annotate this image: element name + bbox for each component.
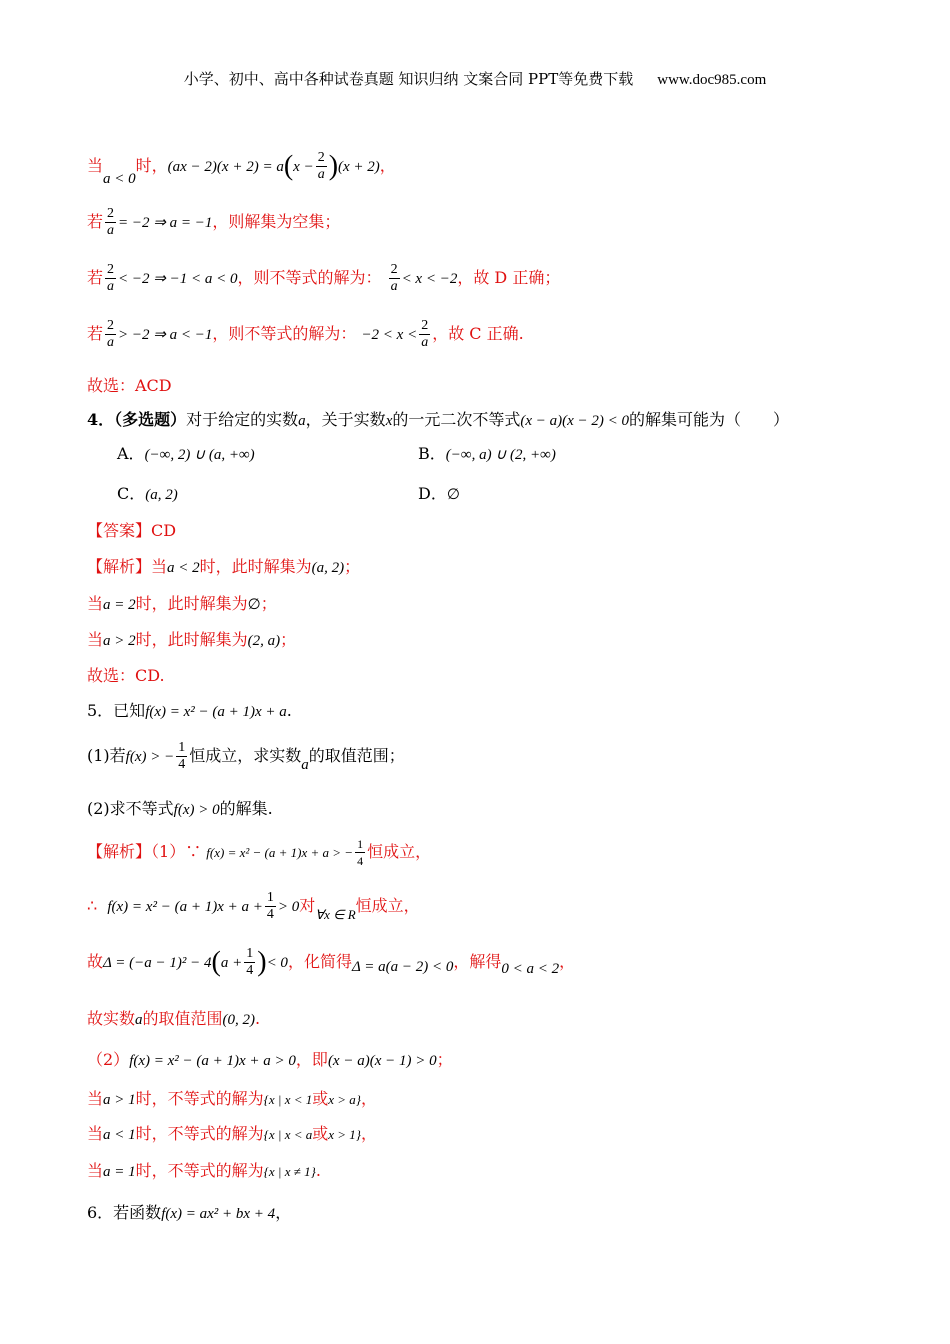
q4-solution-line1 xyxy=(87,554,360,577)
math-set: ∅ xyxy=(247,597,261,613)
text: ，故 D 正确； xyxy=(457,268,561,287)
text: 故 xyxy=(87,952,104,971)
q4-stem xyxy=(87,407,789,430)
text: ，即 xyxy=(295,1050,328,1069)
text: . xyxy=(286,701,292,720)
math-expr: (x + 2) xyxy=(338,159,380,175)
q5-solution-line5 xyxy=(87,1047,453,1070)
text: （2） xyxy=(87,1050,130,1069)
solution-label: 【解析】 xyxy=(87,842,152,861)
q4-answer xyxy=(87,518,176,541)
text: 时，不等式的解为 xyxy=(135,1089,264,1108)
text: 的取值范围 xyxy=(142,1009,223,1028)
text: 当 xyxy=(87,1124,104,1143)
answer-label: 【答案】 xyxy=(87,521,152,540)
text: ； xyxy=(280,630,297,649)
math-set: (0, 2) xyxy=(222,1012,256,1028)
text: ， xyxy=(379,156,396,175)
text: ； xyxy=(344,557,361,576)
text: 对 xyxy=(299,896,316,915)
math-expr: > 0 xyxy=(277,899,300,915)
q4-option-b xyxy=(418,441,556,464)
math-set: x > 1} xyxy=(328,1127,362,1142)
text: 若 xyxy=(87,268,104,287)
math-var: a xyxy=(301,757,309,773)
fraction: $\frac{1}{4}$ xyxy=(266,890,274,922)
math-expr: Δ = a(a − 2) < 0 xyxy=(351,959,454,975)
question-tag: （多选题） xyxy=(114,410,187,429)
text: 时，此时解集为 xyxy=(135,594,248,613)
math-expr: < −2 ⇒ −1 < a < 0 xyxy=(118,271,238,287)
text: ，则不等式的解为： xyxy=(237,268,382,287)
header-site: www.doc985.com xyxy=(657,72,767,88)
text: 的解集可能为（ ） xyxy=(629,410,790,429)
q5-solution-line3 xyxy=(87,946,575,979)
math-var: a xyxy=(298,413,306,429)
question-number: 6．若函数 xyxy=(87,1203,162,1222)
q4-solution-line3 xyxy=(87,627,296,650)
text: 时，不等式的解为 xyxy=(135,1124,264,1143)
block1-answer: 故选：ACD xyxy=(87,376,172,395)
q4-solution-final: 故选：CD. xyxy=(87,666,165,685)
header-banner: 小学、初中、高中各种试卷真题 知识归纳 文案合同 PPT等免费下载 xyxy=(183,70,634,88)
math-expr: = −2 ⇒ a = −1 xyxy=(118,215,213,231)
text: . xyxy=(255,1009,261,1028)
text: 当 xyxy=(87,156,104,175)
text: 故实数 xyxy=(87,1009,136,1028)
text: ，则解集为空集； xyxy=(212,212,341,231)
answer-value: CD xyxy=(151,521,177,540)
text: 当 xyxy=(87,630,104,649)
math-expr: > −2 ⇒ a < −1 xyxy=(118,327,213,343)
option-value: (−∞, a) ∪ (2, +∞) xyxy=(445,447,556,463)
text: ， xyxy=(275,1203,292,1222)
q5-solution-line8 xyxy=(87,1158,321,1181)
text: . xyxy=(315,1161,321,1180)
option-label: D． xyxy=(418,484,447,503)
math-set: (2, a) xyxy=(247,633,281,649)
text: 当 xyxy=(87,1161,104,1180)
option-label: C． xyxy=(117,484,146,503)
math-expr: f(x) = x² − (a + 1)x + a > 0 xyxy=(129,1053,296,1069)
text: 时，不等式的解为 xyxy=(135,1161,264,1180)
question-number: 4． xyxy=(87,410,115,429)
fraction: $\frac{2}{a}$ xyxy=(421,318,429,350)
q4-option-c xyxy=(117,481,178,504)
math-expr: < x < −2 xyxy=(401,271,458,287)
math-expr: f(x) = x² − (a + 1)x + a xyxy=(145,704,287,720)
q5-solution-line1 xyxy=(87,836,431,869)
math-expr: x − xyxy=(293,159,314,175)
option-value: (−∞, 2) ∪ (a, +∞) xyxy=(144,447,255,463)
option-label: A． xyxy=(117,444,145,463)
fraction: $\frac{2}{a}$ xyxy=(390,262,398,294)
text: ； xyxy=(436,1050,453,1069)
q5-stem xyxy=(87,698,292,721)
fraction: $\frac{1}{4}$ xyxy=(357,837,364,868)
text: ，化简得 xyxy=(287,952,352,971)
math-cond: a = 1 xyxy=(103,1164,136,1180)
math-set: x > a} xyxy=(328,1092,362,1107)
math-expr: f(x) > − xyxy=(125,749,175,765)
fraction: $\frac{1}{4}$ xyxy=(246,946,254,978)
text: 的解集. xyxy=(219,799,273,818)
question-number: 5．已知 xyxy=(87,701,146,720)
math-cond: a < 0 xyxy=(103,171,136,187)
math-var: a xyxy=(135,1012,143,1028)
text: （1）∵ xyxy=(151,842,202,861)
text: (1)若 xyxy=(87,746,126,765)
text: 时，此时解集为 xyxy=(199,557,312,576)
math-cond: a = 2 xyxy=(103,597,136,613)
text: ，则不等式的解为： xyxy=(212,324,357,343)
text: 恒成立， xyxy=(367,842,432,861)
page-header xyxy=(0,68,950,89)
math-expr: −2 < x < xyxy=(361,327,418,343)
text: 时， xyxy=(135,156,168,175)
math-cond: a > 2 xyxy=(103,633,136,649)
text: 恒成立， xyxy=(355,896,420,915)
paren-close: ) xyxy=(257,946,267,978)
q5-part1 xyxy=(87,740,405,773)
block1-line4 xyxy=(87,318,524,351)
block1-line3 xyxy=(87,262,560,295)
math-expr: Δ = (−a − 1)² − 4 xyxy=(103,955,212,971)
q4-option-d xyxy=(418,481,460,504)
text: 或 xyxy=(312,1089,329,1108)
q4-option-a xyxy=(117,441,255,464)
math-cond: a > 1 xyxy=(103,1092,136,1108)
fraction: $\frac{2}{a}$ xyxy=(317,150,325,182)
text: 当 xyxy=(87,594,104,613)
math-var: x xyxy=(385,413,393,429)
q5-solution-line4 xyxy=(87,1006,260,1029)
math-expr: (ax − 2)(x + 2) = a xyxy=(167,159,284,175)
q5-part2 xyxy=(87,796,273,819)
math-cond: a < 2 xyxy=(167,560,200,576)
block1-line1 xyxy=(87,150,396,187)
text: 当 xyxy=(87,1089,104,1108)
text: ，故 C 正确. xyxy=(432,324,524,343)
math-expr: f(x) = x² − (a + 1)x + a > − xyxy=(206,845,354,860)
math-expr: < 0 xyxy=(266,955,288,971)
option-value: ∅ xyxy=(446,487,460,503)
text: 的取值范围； xyxy=(308,746,405,765)
option-label: B． xyxy=(418,444,446,463)
math-expr: (x − a)(x − 2) < 0 xyxy=(520,413,630,429)
math-cond: a < 1 xyxy=(103,1127,136,1143)
math-set: (a, 2) xyxy=(311,560,345,576)
text: ， xyxy=(361,1089,378,1108)
text: ∴ xyxy=(87,896,98,915)
fraction: $\frac{2}{a}$ xyxy=(107,318,115,350)
math-set: {x | x < 1 xyxy=(263,1092,313,1107)
text: 当 xyxy=(151,557,168,576)
math-expr: a + xyxy=(220,955,243,971)
solution-label: 【解析】 xyxy=(87,557,152,576)
text: 时，此时解集为 xyxy=(135,630,248,649)
text: ； xyxy=(260,594,277,613)
paren-open: ( xyxy=(283,150,294,182)
math-set: {x | x ≠ 1} xyxy=(263,1164,316,1179)
q5-solution-line6 xyxy=(87,1086,377,1109)
fraction: $\frac{2}{a}$ xyxy=(107,206,115,238)
math-expr: f(x) > 0 xyxy=(173,802,220,818)
q6-stem xyxy=(87,1200,291,1223)
text: 的一元二次不等式 xyxy=(392,410,521,429)
text: ， xyxy=(559,952,576,971)
text: 若 xyxy=(87,324,104,343)
text: ， xyxy=(361,1124,378,1143)
text: 对于给定的实数 xyxy=(186,410,299,429)
text: ，解得 xyxy=(453,952,502,971)
math-set: {x | x < a xyxy=(263,1127,313,1142)
text: 若 xyxy=(87,212,104,231)
math-expr: (x − a)(x − 1) > 0 xyxy=(327,1053,437,1069)
text: 或 xyxy=(312,1124,329,1143)
math-expr: f(x) = x² − (a + 1)x + a + xyxy=(107,899,263,915)
option-value: (a, 2) xyxy=(145,487,178,503)
fraction: $\frac{2}{a}$ xyxy=(107,262,115,294)
text: 恒成立，求实数 xyxy=(189,746,302,765)
q5-solution-line2 xyxy=(87,890,420,923)
paren-open: ( xyxy=(211,946,221,978)
q5-solution-line7 xyxy=(87,1121,377,1144)
math-expr: f(x) = ax² + bx + 4 xyxy=(161,1206,276,1222)
math-expr: ∀x ∈ R xyxy=(315,907,356,922)
q4-solution-line2 xyxy=(87,591,277,614)
math-expr: 0 < a < 2 xyxy=(501,961,560,977)
paren-close: ) xyxy=(328,150,339,182)
fraction: $\frac{1}{4}$ xyxy=(178,740,186,772)
block1-line2 xyxy=(87,206,340,239)
text: (2)求不等式 xyxy=(87,799,174,818)
text: ，关于实数 xyxy=(305,410,386,429)
